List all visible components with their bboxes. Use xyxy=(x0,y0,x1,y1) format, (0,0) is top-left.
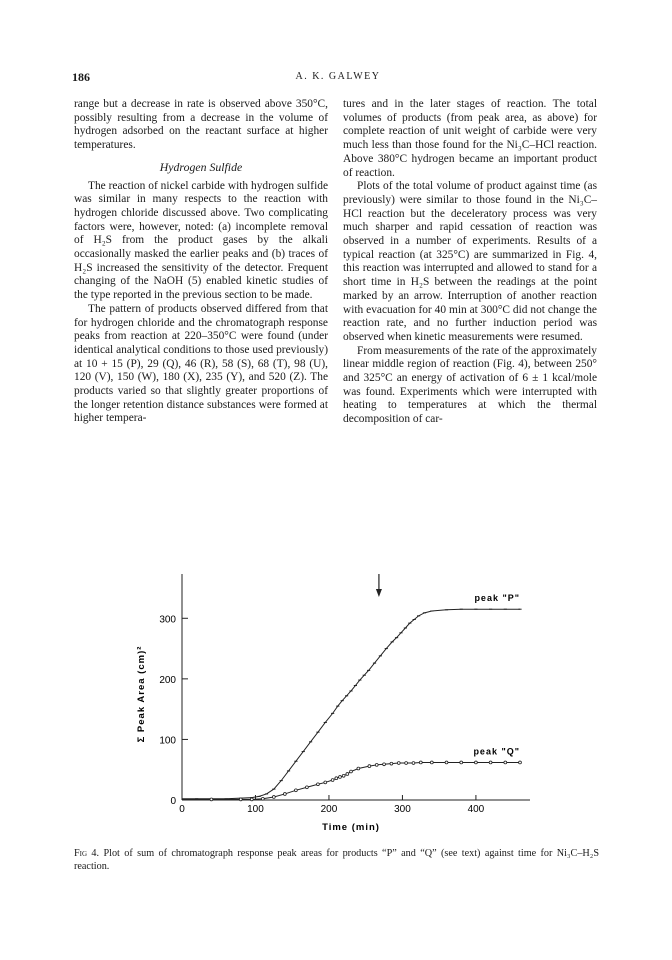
data-point xyxy=(294,789,297,792)
data-point xyxy=(419,761,422,764)
y-axis-label: Σ Peak Area (cm)² xyxy=(136,645,147,743)
paragraph: range but a decrease in rate is observed above 350°C, possibly resulting from a decrease in the volume of hydrogen adsorbed on the reactant surface at higher temperatures. xyxy=(74,98,328,152)
section-heading: Hydrogen Sulfide xyxy=(159,159,243,174)
arrow-marker-head xyxy=(376,589,382,597)
x-axis-label: Time (min) xyxy=(322,822,380,833)
data-point xyxy=(383,763,386,766)
y-tick-label: 300 xyxy=(159,614,176,626)
data-point xyxy=(460,761,463,764)
caption-label: Fig 4. xyxy=(74,848,100,859)
x-tick-label: 200 xyxy=(320,804,338,815)
data-point xyxy=(250,798,253,801)
series-label: peak "P" xyxy=(474,593,520,604)
series-line xyxy=(182,762,520,799)
data-point xyxy=(350,770,353,773)
data-point xyxy=(475,761,478,764)
x-tick-label: 300 xyxy=(394,804,411,815)
paragraph: Plots of the total volume of product against time (as previously) were similar to those found in the Ni₃C–HCl reaction but the deceleratory process was very much sharper and rapid cessation of reaction was observed in a number of experiments. Results of a typical reaction (at 325°C) are summarized in Fig. 4, this reaction was interrupted and allowed to stand for a short time in H₂S between the readings at the point marked by an arrow. Interruption of another reaction with evacuation for 40 min at 300°C did not change the reaction rate, and no further induction period was observed when kinetic measurements were resumed. xyxy=(343,180,597,343)
data-point xyxy=(430,761,433,764)
data-point xyxy=(397,762,400,765)
paragraph: The reaction of nickel carbide with hydrogen sulfide was similar in many respects to the reaction with hydrogen chloride discussed above. Two complicating factors were, however, noted: (a) incomplete removal of H₂S from the product gases by the alkali occasionally masked the earlier peaks and (b) traces of H₂S increased the sensitivity of the detector. Frequent changing of the NaOH (5) enabled kinetic studies of the type reported in the previous section to be made. xyxy=(74,179,328,302)
data-point xyxy=(335,777,338,780)
data-point xyxy=(504,761,507,764)
x-tick-label: 400 xyxy=(467,804,485,815)
data-point xyxy=(375,763,378,766)
data-point xyxy=(368,765,371,768)
data-point xyxy=(342,774,345,777)
data-point xyxy=(261,797,264,800)
data-point xyxy=(346,773,349,776)
data-point xyxy=(210,798,213,801)
paragraph: The pattern of products observed differed from that for hydrogen chloride and the chromatograph response peaks from reaction at 220–350°C were found (under identical analytical conditions to those used previously) at 10 + 15 (P), 29 (Q), 46 (R), 58 (S), 68 (T), 98 (U), 120 (V), 150 (W), 180 (X), 235 (Y), and 520 (Z). The products varied so that slightly greater proportions of the longer retention distance substances were formed at higher tempera- xyxy=(74,302,328,425)
right-column xyxy=(343,98,597,427)
data-point xyxy=(317,783,320,786)
data-point xyxy=(339,776,342,779)
data-point xyxy=(331,779,334,782)
data-point xyxy=(489,761,492,764)
y-tick-label: 0 xyxy=(170,796,176,807)
data-point xyxy=(283,793,286,796)
data-point xyxy=(412,762,415,765)
data-point xyxy=(445,761,448,764)
y-tick-label: 100 xyxy=(159,735,176,747)
running-head: A. K. GALWEY xyxy=(295,71,381,82)
series-label: peak "Q" xyxy=(473,746,520,757)
data-point xyxy=(272,796,275,799)
data-point xyxy=(390,762,393,765)
page-header xyxy=(72,70,604,86)
data-point xyxy=(357,767,360,770)
paragraph: From measurements of the rate of the approximately linear middle region of reaction (Fig. 4), between 250° and 325°C an energy of activation of 6 ± 1 kcal/mole was found. Experiments which were interrupted with heating to temperatures at which the thermal decomposition of car- xyxy=(343,344,597,426)
x-tick-label: 100 xyxy=(247,804,264,815)
left-column xyxy=(74,98,328,426)
paragraph: tures and in the later stages of reaction. The total volumes of products (from peak area, as above) for complete reaction of unit weight of carbide were very much less than those found for the Ni₃C–HCl reaction. Above 380°C hydrogen became an important product of reaction. xyxy=(343,98,597,179)
data-point xyxy=(306,786,309,789)
data-point xyxy=(239,798,242,801)
figure-4 xyxy=(120,568,540,840)
chart xyxy=(120,568,540,840)
data-point xyxy=(405,762,408,765)
figure-caption xyxy=(74,848,599,874)
caption-text: Plot of sum of chromatograph response peak areas for products “P” and “Q” (see text) against time for Ni₃C–H₂S reaction. xyxy=(74,848,599,872)
x-tick-label: 0 xyxy=(179,804,185,815)
data-point xyxy=(519,761,522,764)
page-number: 186 xyxy=(72,70,90,84)
y-tick-label: 200 xyxy=(159,674,176,686)
data-point xyxy=(324,781,327,784)
